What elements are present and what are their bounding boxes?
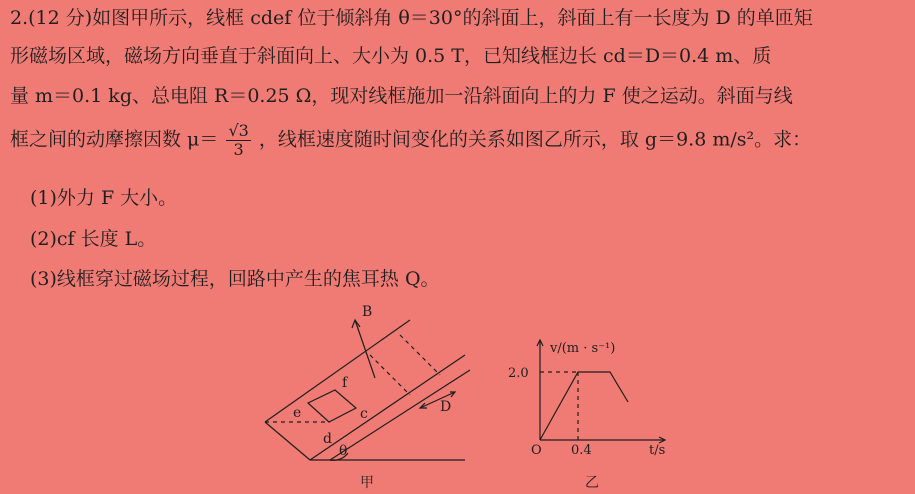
label-c: c	[360, 406, 368, 422]
question-3: (3)线框穿过磁场过程，回路中产生的焦耳热 Q。	[30, 268, 440, 290]
graph-x-tick: 0.4	[571, 443, 592, 458]
question-1: (1)外力 F 大小。	[30, 187, 178, 209]
incline-diagram	[265, 320, 470, 460]
coil-frame	[308, 390, 356, 422]
label-b: B	[362, 304, 373, 320]
label-e: e	[293, 405, 302, 421]
graph-origin: O	[531, 443, 542, 458]
label-f: f	[342, 375, 348, 391]
b-field-arrow	[355, 320, 375, 378]
friction-fraction	[226, 122, 250, 159]
figure-caption-jia: 甲	[360, 475, 374, 491]
problem-line-4-end: ，线框速度随时间变化的关系如图乙所示，取 g＝9.8 m/s²。求：	[258, 128, 812, 151]
field-boundary-2	[400, 335, 440, 375]
label-theta: θ	[339, 443, 348, 459]
fraction-denominator: 3	[233, 140, 244, 159]
incline-lower-edge	[330, 370, 470, 460]
figure-area	[250, 300, 670, 490]
fraction-numerator: √3	[228, 121, 249, 140]
label-D: D	[440, 399, 452, 415]
incline-left-edge	[265, 422, 310, 460]
question-2: (2)cf 长度 L。	[30, 228, 157, 250]
graph-y-tick: 2.0	[508, 366, 529, 381]
field-boundary-1	[370, 355, 410, 395]
figure-caption-yi: 乙	[585, 475, 599, 491]
problem-line-2: 形磁场区域，磁场方向垂直于斜面向上、大小为 0.5 T，已知线框边长 cd＝D＝0.4 m、质	[10, 45, 772, 67]
velocity-curve	[540, 372, 628, 440]
graph-x-label: t/s	[649, 443, 666, 458]
physics-figure	[250, 300, 670, 490]
problem-line-3: 量 m＝0.1 kg、总电阻 R＝0.25 Ω，现对线框施加一沿斜面向上的力 F 使之运动。斜面与线	[10, 85, 793, 107]
label-d: d	[323, 431, 332, 447]
problem-line-4-start: 框之间的动摩擦因数 μ＝	[10, 128, 219, 151]
problem-line-4	[10, 122, 903, 172]
problem-line-1: 2.(12 分)如图甲所示，线框 cdef 位于倾斜角 θ＝30°的斜面上，斜面上有一长度为 D 的单匝矩	[10, 7, 813, 29]
graph-y-label: v/(m · s⁻¹)	[550, 341, 616, 356]
